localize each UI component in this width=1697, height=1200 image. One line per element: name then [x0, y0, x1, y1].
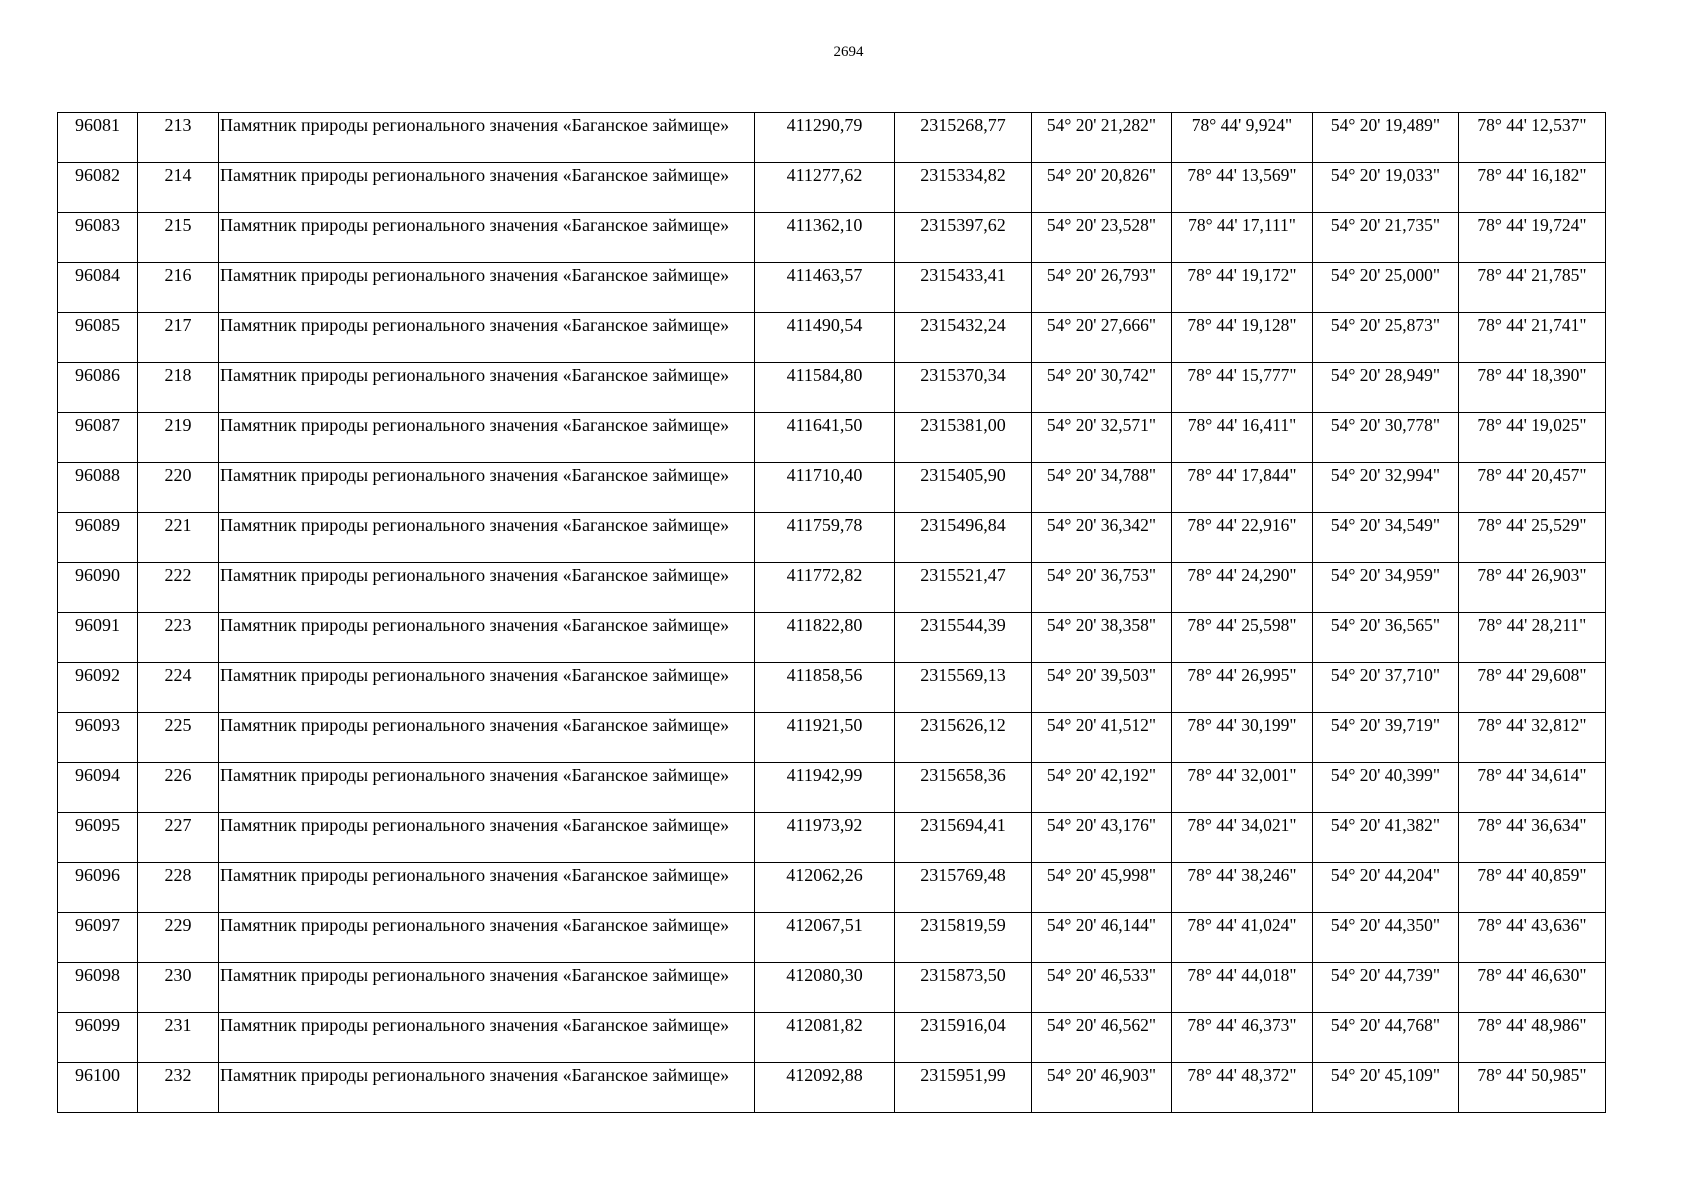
- cell-latitude-2: 54° 20' 45,109": [1313, 1063, 1459, 1113]
- cell-x-coordinate: 412067,51: [755, 913, 895, 963]
- cell-x-coordinate: 412080,30: [755, 963, 895, 1013]
- cell-object-name: Памятник природы регионального значения «Баганское займище»: [219, 213, 755, 263]
- cell-longitude-2: 78° 44' 46,630": [1459, 963, 1606, 1013]
- cell-latitude-2: 54° 20' 37,710": [1313, 663, 1459, 713]
- cell-longitude-1: 78° 44' 46,373": [1172, 1013, 1313, 1063]
- cell-record-id: 96095: [58, 813, 138, 863]
- cell-longitude-2: 78° 44' 21,741": [1459, 313, 1606, 363]
- cell-point-number: 215: [138, 213, 219, 263]
- cell-point-number: 218: [138, 363, 219, 413]
- cell-longitude-2: 78° 44' 20,457": [1459, 463, 1606, 513]
- cell-object-name: Памятник природы регионального значения «Баганское займище»: [219, 1063, 755, 1113]
- cell-longitude-1: 78° 44' 34,021": [1172, 813, 1313, 863]
- cell-latitude-1: 54° 20' 46,533": [1032, 963, 1172, 1013]
- cell-latitude-1: 54° 20' 45,998": [1032, 863, 1172, 913]
- table-row: [58, 313, 1606, 363]
- cell-longitude-1: 78° 44' 41,024": [1172, 913, 1313, 963]
- cell-latitude-1: 54° 20' 43,176": [1032, 813, 1172, 863]
- cell-point-number: 214: [138, 163, 219, 213]
- cell-object-name: Памятник природы регионального значения «Баганское займище»: [219, 563, 755, 613]
- cell-latitude-1: 54° 20' 36,753": [1032, 563, 1172, 613]
- table-row: [58, 463, 1606, 513]
- cell-x-coordinate: 411490,54: [755, 313, 895, 363]
- cell-latitude-1: 54° 20' 20,826": [1032, 163, 1172, 213]
- cell-longitude-2: 78° 44' 32,812": [1459, 713, 1606, 763]
- cell-latitude-1: 54° 20' 39,503": [1032, 663, 1172, 713]
- table-row: [58, 763, 1606, 813]
- cell-x-coordinate: 411463,57: [755, 263, 895, 313]
- cell-longitude-1: 78° 44' 17,844": [1172, 463, 1313, 513]
- cell-longitude-2: 78° 44' 34,614": [1459, 763, 1606, 813]
- cell-latitude-1: 54° 20' 23,528": [1032, 213, 1172, 263]
- cell-point-number: 213: [138, 113, 219, 163]
- cell-x-coordinate: 411710,40: [755, 463, 895, 513]
- cell-record-id: 96091: [58, 613, 138, 663]
- cell-y-coordinate: 2315432,24: [895, 313, 1032, 363]
- cell-longitude-2: 78° 44' 19,025": [1459, 413, 1606, 463]
- cell-point-number: 232: [138, 1063, 219, 1113]
- table-row: [58, 563, 1606, 613]
- cell-object-name: Памятник природы регионального значения «Баганское займище»: [219, 1013, 755, 1063]
- cell-object-name: Памятник природы регионального значения «Баганское займище»: [219, 913, 755, 963]
- cell-latitude-1: 54° 20' 26,793": [1032, 263, 1172, 313]
- cell-longitude-1: 78° 44' 9,924": [1172, 113, 1313, 163]
- cell-latitude-2: 54° 20' 40,399": [1313, 763, 1459, 813]
- cell-latitude-1: 54° 20' 46,562": [1032, 1013, 1172, 1063]
- cell-x-coordinate: 411921,50: [755, 713, 895, 763]
- cell-longitude-2: 78° 44' 26,903": [1459, 563, 1606, 613]
- cell-longitude-1: 78° 44' 24,290": [1172, 563, 1313, 613]
- cell-x-coordinate: 411772,82: [755, 563, 895, 613]
- cell-latitude-1: 54° 20' 46,903": [1032, 1063, 1172, 1113]
- cell-longitude-1: 78° 44' 17,111": [1172, 213, 1313, 263]
- cell-latitude-1: 54° 20' 42,192": [1032, 763, 1172, 813]
- cell-latitude-1: 54° 20' 21,282": [1032, 113, 1172, 163]
- cell-x-coordinate: 412092,88: [755, 1063, 895, 1113]
- table-row: [58, 263, 1606, 313]
- cell-x-coordinate: 411942,99: [755, 763, 895, 813]
- table-row: [58, 113, 1606, 163]
- cell-latitude-2: 54° 20' 44,768": [1313, 1013, 1459, 1063]
- cell-object-name: Памятник природы регионального значения «Баганское займище»: [219, 163, 755, 213]
- cell-object-name: Памятник природы регионального значения «Баганское займище»: [219, 413, 755, 463]
- cell-x-coordinate: 411362,10: [755, 213, 895, 263]
- cell-longitude-2: 78° 44' 19,724": [1459, 213, 1606, 263]
- cell-longitude-2: 78° 44' 28,211": [1459, 613, 1606, 663]
- cell-record-id: 96088: [58, 463, 138, 513]
- table-row: [58, 713, 1606, 763]
- cell-longitude-1: 78° 44' 48,372": [1172, 1063, 1313, 1113]
- cell-record-id: 96094: [58, 763, 138, 813]
- cell-object-name: Памятник природы регионального значения «Баганское займище»: [219, 963, 755, 1013]
- cell-record-id: 96089: [58, 513, 138, 563]
- cell-object-name: Памятник природы регионального значения «Баганское займище»: [219, 513, 755, 563]
- table-row: [58, 163, 1606, 213]
- cell-longitude-2: 78° 44' 16,182": [1459, 163, 1606, 213]
- table-row: [58, 913, 1606, 963]
- cell-latitude-2: 54° 20' 34,549": [1313, 513, 1459, 563]
- cell-y-coordinate: 2315951,99: [895, 1063, 1032, 1113]
- cell-longitude-2: 78° 44' 43,636": [1459, 913, 1606, 963]
- cell-record-id: 96093: [58, 713, 138, 763]
- cell-longitude-2: 78° 44' 18,390": [1459, 363, 1606, 413]
- cell-point-number: 221: [138, 513, 219, 563]
- cell-longitude-2: 78° 44' 36,634": [1459, 813, 1606, 863]
- cell-latitude-2: 54° 20' 30,778": [1313, 413, 1459, 463]
- cell-object-name: Памятник природы регионального значения «Баганское займище»: [219, 713, 755, 763]
- cell-latitude-2: 54° 20' 32,994": [1313, 463, 1459, 513]
- cell-latitude-1: 54° 20' 27,666": [1032, 313, 1172, 363]
- cell-longitude-1: 78° 44' 30,199": [1172, 713, 1313, 763]
- cell-object-name: Памятник природы регионального значения «Баганское займище»: [219, 263, 755, 313]
- cell-y-coordinate: 2315433,41: [895, 263, 1032, 313]
- cell-y-coordinate: 2315916,04: [895, 1013, 1032, 1063]
- cell-longitude-1: 78° 44' 13,569": [1172, 163, 1313, 213]
- cell-longitude-1: 78° 44' 38,246": [1172, 863, 1313, 913]
- cell-longitude-1: 78° 44' 15,777": [1172, 363, 1313, 413]
- table-row: [58, 413, 1606, 463]
- cell-longitude-2: 78° 44' 25,529": [1459, 513, 1606, 563]
- cell-object-name: Памятник природы регионального значения «Баганское займище»: [219, 113, 755, 163]
- cell-point-number: 220: [138, 463, 219, 513]
- cell-record-id: 96100: [58, 1063, 138, 1113]
- cell-longitude-1: 78° 44' 32,001": [1172, 763, 1313, 813]
- cell-longitude-1: 78° 44' 19,128": [1172, 313, 1313, 363]
- cell-longitude-1: 78° 44' 26,995": [1172, 663, 1313, 713]
- cell-longitude-2: 78° 44' 50,985": [1459, 1063, 1606, 1113]
- cell-point-number: 219: [138, 413, 219, 463]
- cell-y-coordinate: 2315819,59: [895, 913, 1032, 963]
- cell-point-number: 231: [138, 1013, 219, 1063]
- cell-latitude-2: 54° 20' 28,949": [1313, 363, 1459, 413]
- cell-y-coordinate: 2315405,90: [895, 463, 1032, 513]
- cell-y-coordinate: 2315496,84: [895, 513, 1032, 563]
- cell-object-name: Памятник природы регионального значения «Баганское займище»: [219, 863, 755, 913]
- cell-x-coordinate: 411973,92: [755, 813, 895, 863]
- cell-record-id: 96090: [58, 563, 138, 613]
- cell-y-coordinate: 2315397,62: [895, 213, 1032, 263]
- table-row: [58, 213, 1606, 263]
- cell-latitude-2: 54° 20' 25,873": [1313, 313, 1459, 363]
- cell-latitude-2: 54° 20' 44,350": [1313, 913, 1459, 963]
- cell-object-name: Памятник природы регионального значения «Баганское займище»: [219, 663, 755, 713]
- cell-x-coordinate: 411290,79: [755, 113, 895, 163]
- cell-y-coordinate: 2315769,48: [895, 863, 1032, 913]
- cell-record-id: 96087: [58, 413, 138, 463]
- table-row: [58, 813, 1606, 863]
- cell-y-coordinate: 2315626,12: [895, 713, 1032, 763]
- cell-latitude-2: 54° 20' 21,735": [1313, 213, 1459, 263]
- cell-x-coordinate: 412062,26: [755, 863, 895, 913]
- cell-y-coordinate: 2315544,39: [895, 613, 1032, 663]
- cell-latitude-1: 54° 20' 30,742": [1032, 363, 1172, 413]
- cell-x-coordinate: 411641,50: [755, 413, 895, 463]
- table-row: [58, 963, 1606, 1013]
- cell-object-name: Памятник природы регионального значения «Баганское займище»: [219, 363, 755, 413]
- cell-point-number: 216: [138, 263, 219, 313]
- table-row: [58, 863, 1606, 913]
- cell-longitude-1: 78° 44' 44,018": [1172, 963, 1313, 1013]
- cell-point-number: 222: [138, 563, 219, 613]
- cell-x-coordinate: 411277,62: [755, 163, 895, 213]
- cell-latitude-1: 54° 20' 41,512": [1032, 713, 1172, 763]
- page-number: 2694: [833, 44, 864, 60]
- table-body: [58, 113, 1606, 1113]
- cell-x-coordinate: 411858,56: [755, 663, 895, 713]
- cell-latitude-2: 54° 20' 41,382": [1313, 813, 1459, 863]
- cell-record-id: 96082: [58, 163, 138, 213]
- cell-latitude-2: 54° 20' 44,204": [1313, 863, 1459, 913]
- cell-object-name: Памятник природы регионального значения «Баганское займище»: [219, 313, 755, 363]
- cell-longitude-2: 78° 44' 40,859": [1459, 863, 1606, 913]
- cell-longitude-1: 78° 44' 16,411": [1172, 413, 1313, 463]
- cell-point-number: 224: [138, 663, 219, 713]
- cell-longitude-2: 78° 44' 29,608": [1459, 663, 1606, 713]
- cell-record-id: 96092: [58, 663, 138, 713]
- coordinates-table: [57, 112, 1606, 1113]
- cell-latitude-2: 54° 20' 25,000": [1313, 263, 1459, 313]
- cell-latitude-1: 54° 20' 38,358": [1032, 613, 1172, 663]
- cell-record-id: 96096: [58, 863, 138, 913]
- cell-point-number: 230: [138, 963, 219, 1013]
- cell-y-coordinate: 2315569,13: [895, 663, 1032, 713]
- cell-y-coordinate: 2315370,34: [895, 363, 1032, 413]
- table-row: [58, 363, 1606, 413]
- cell-latitude-2: 54° 20' 44,739": [1313, 963, 1459, 1013]
- cell-latitude-1: 54° 20' 32,571": [1032, 413, 1172, 463]
- cell-longitude-2: 78° 44' 48,986": [1459, 1013, 1606, 1063]
- cell-object-name: Памятник природы регионального значения «Баганское займище»: [219, 813, 755, 863]
- cell-point-number: 229: [138, 913, 219, 963]
- cell-record-id: 96084: [58, 263, 138, 313]
- table-row: [58, 1063, 1606, 1113]
- cell-x-coordinate: 412081,82: [755, 1013, 895, 1063]
- cell-object-name: Памятник природы регионального значения «Баганское займище»: [219, 613, 755, 663]
- cell-latitude-1: 54° 20' 46,144": [1032, 913, 1172, 963]
- cell-y-coordinate: 2315381,00: [895, 413, 1032, 463]
- cell-record-id: 96083: [58, 213, 138, 263]
- cell-x-coordinate: 411822,80: [755, 613, 895, 663]
- cell-latitude-2: 54° 20' 19,489": [1313, 113, 1459, 163]
- cell-record-id: 96098: [58, 963, 138, 1013]
- table-row: [58, 613, 1606, 663]
- cell-record-id: 96085: [58, 313, 138, 363]
- cell-latitude-2: 54° 20' 34,959": [1313, 563, 1459, 613]
- table-row: [58, 663, 1606, 713]
- cell-record-id: 96099: [58, 1013, 138, 1063]
- cell-longitude-1: 78° 44' 19,172": [1172, 263, 1313, 313]
- cell-longitude-2: 78° 44' 12,537": [1459, 113, 1606, 163]
- cell-point-number: 227: [138, 813, 219, 863]
- cell-latitude-2: 54° 20' 36,565": [1313, 613, 1459, 663]
- cell-y-coordinate: 2315268,77: [895, 113, 1032, 163]
- cell-longitude-1: 78° 44' 22,916": [1172, 513, 1313, 563]
- cell-object-name: Памятник природы регионального значения «Баганское займище»: [219, 463, 755, 513]
- table-row: [58, 513, 1606, 563]
- cell-latitude-2: 54° 20' 19,033": [1313, 163, 1459, 213]
- cell-y-coordinate: 2315873,50: [895, 963, 1032, 1013]
- cell-y-coordinate: 2315694,41: [895, 813, 1032, 863]
- cell-point-number: 226: [138, 763, 219, 813]
- cell-record-id: 96086: [58, 363, 138, 413]
- cell-latitude-1: 54° 20' 36,342": [1032, 513, 1172, 563]
- cell-point-number: 223: [138, 613, 219, 663]
- cell-record-id: 96097: [58, 913, 138, 963]
- cell-point-number: 225: [138, 713, 219, 763]
- table-row: [58, 1013, 1606, 1063]
- cell-x-coordinate: 411759,78: [755, 513, 895, 563]
- cell-latitude-2: 54° 20' 39,719": [1313, 713, 1459, 763]
- cell-point-number: 228: [138, 863, 219, 913]
- cell-object-name: Памятник природы регионального значения «Баганское займище»: [219, 763, 755, 813]
- cell-y-coordinate: 2315658,36: [895, 763, 1032, 813]
- cell-x-coordinate: 411584,80: [755, 363, 895, 413]
- cell-longitude-2: 78° 44' 21,785": [1459, 263, 1606, 313]
- cell-latitude-1: 54° 20' 34,788": [1032, 463, 1172, 513]
- cell-record-id: 96081: [58, 113, 138, 163]
- cell-y-coordinate: 2315521,47: [895, 563, 1032, 613]
- cell-y-coordinate: 2315334,82: [895, 163, 1032, 213]
- cell-point-number: 217: [138, 313, 219, 363]
- cell-longitude-1: 78° 44' 25,598": [1172, 613, 1313, 663]
